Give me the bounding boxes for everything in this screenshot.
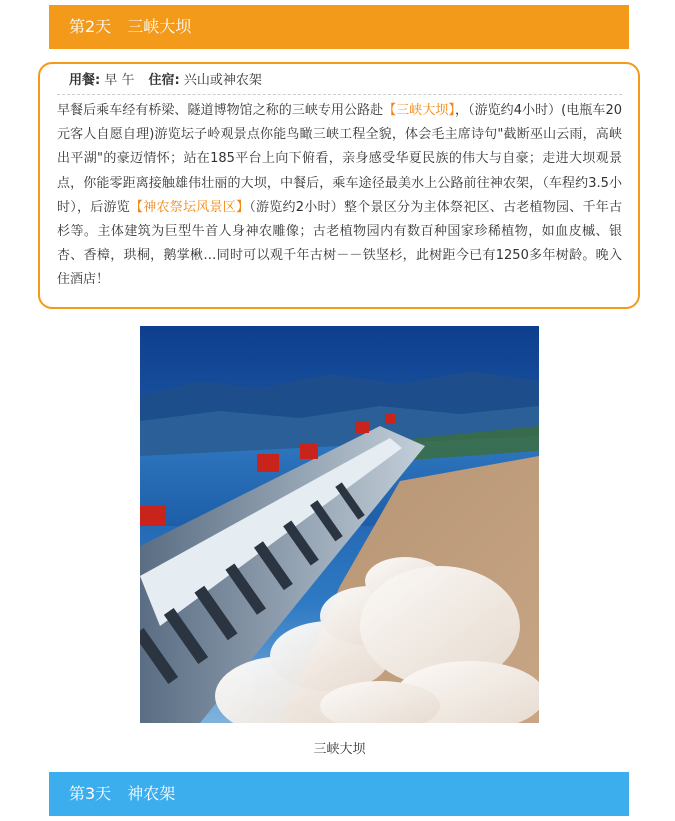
photo-caption: 三峡大坝	[313, 742, 366, 757]
day-2-header	[49, 5, 629, 49]
highlight-shennong-altar: 【神农祭坛风景区】	[130, 199, 250, 215]
meal-value: 早 午	[104, 73, 135, 88]
stay-label: 住宿:	[148, 73, 180, 88]
meal-label: 用餐:	[69, 73, 101, 88]
day-2-label: 第2天	[69, 17, 112, 36]
three-gorges-dam-photo	[140, 326, 539, 723]
day-2-info-box	[38, 62, 640, 309]
description-text: ，（游览约4小时）(电瓶车20元客人自愿自理)游览坛子岭观景点你能鸟瞰三峡工程全貌，体会毛主席诗句"截断巫山云雨，高峡出平湖"的豪迈情怀；站在185平台上向下俯看，亲身感受华夏民族的伟大与自豪；走进大坝观景点，你能零距离接触雄伟壮丽的大坝，中餐后，乘车途径最美水上公路前往神农架，（车程约3.5小时），后游览	[57, 103, 622, 215]
meal-stay-row	[57, 70, 622, 95]
day-3-title: 神农架	[127, 784, 176, 803]
highlight-three-gorges-dam: 【三峡大坝】	[383, 103, 455, 118]
description-text: （游览约2小时）整个景区分为主体祭祀区、古老植物园、千年古杉等。主体建筑为巨型牛首人身神农雕像；古老植物园内有数百种国家珍稀植物，如血皮槭、银杏、香樟，珙桐，鹅掌楸…同时可以观千年古树－－铁坚杉，此树距今已有1250多年树龄。晚入住酒店！	[57, 199, 622, 288]
day-2-description	[57, 99, 622, 293]
description-text: 早餐后乘车经有桥梁、隧道博物馆之称的三峡专用公路赴	[57, 103, 384, 118]
stay-value: 兴山或神农架	[183, 73, 262, 88]
day-3-header	[49, 772, 629, 816]
day-3-label: 第3天	[69, 784, 112, 803]
day-2-title: 三峡大坝	[127, 17, 192, 36]
